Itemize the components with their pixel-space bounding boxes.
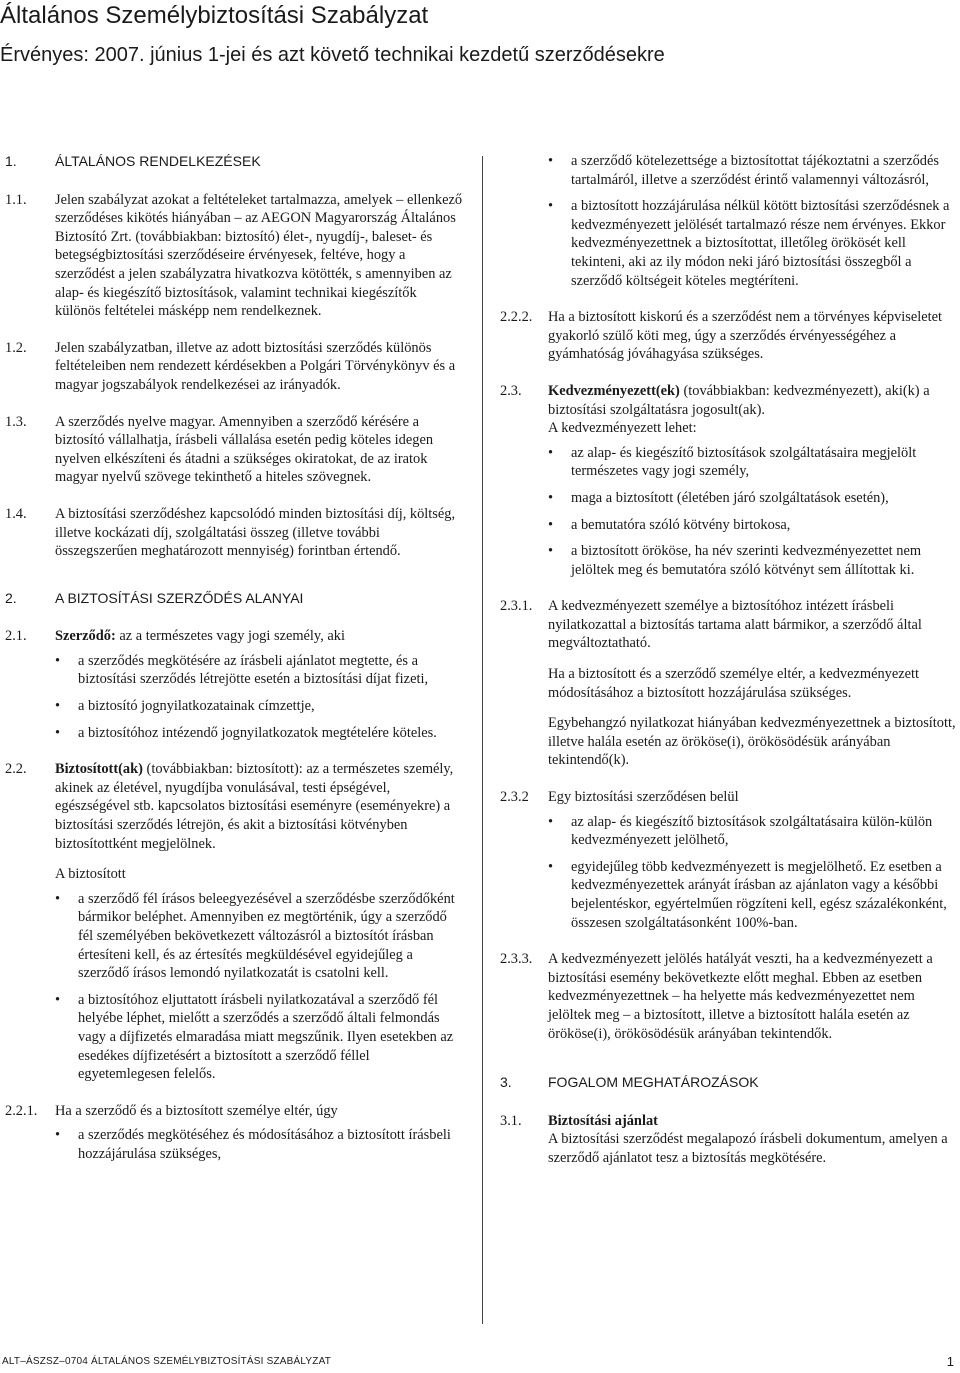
bullet-list — [548, 813, 958, 933]
paragraph-text: Ha a biztosított kiskorú és a szerződést nem a törvényes képviseletet gyakorló szülő köti meg, úgy a szerződés érvényességéhez a gyámhatóság jóváhagyása szükséges. — [548, 309, 943, 363]
section-heading-text: FOGALOM MEGHATÁROZÁSOK — [548, 1074, 759, 1091]
paragraph-number: 1.1. — [5, 191, 27, 208]
paragraph-number: 2.2.2. — [500, 309, 533, 326]
defined-term: Biztosítási ajánlat — [548, 1112, 658, 1129]
paragraph-2-1 — [5, 627, 465, 742]
paragraph-number: 3.1. — [500, 1112, 522, 1129]
section-heading-1 — [5, 152, 465, 171]
section-number: 2. — [5, 589, 17, 606]
paragraph-2-3-2 — [500, 788, 958, 932]
column-divider — [482, 156, 483, 1324]
bullet-list — [548, 444, 958, 580]
paragraph-text: Jelen szabályzatban, illetve az adott biztosítási szerződés különös feltételeiben nem rendezett kérdésekben a Polgári Törvénykönyv és a magyar jogszabályok rendelkezései az irányadók. — [55, 339, 456, 393]
paragraph-text: (továbbiakban: kedvezményezett), aki(k) a biztosítási szolgáltatásra jogosult(ak). — [548, 382, 930, 418]
paragraph-1-2 — [5, 339, 465, 395]
paragraph-text: (továbbiakban: biztosított): az a természetes személy, akinek az életével, nyugdíjba vonulásával, testi épségével, egészségével stb. kapcsolatos biztosítási eseményre (eseményekre) a biztosítási szerződés létrejön, és akit a biztosítási kötvényben biztosítottként megjelölnek. — [55, 761, 454, 852]
section-heading-2 — [5, 589, 465, 608]
bullet-item: • maga a biztosított (életében járó szolgáltatások esetén), — [548, 489, 958, 508]
paragraph-text: A kedvezményezett személye a biztosítóhoz intézett írásbeli nyilatkozattal a biztosítás tartama alatt bármikor, a szerződő által megváltoztatható. — [548, 598, 922, 652]
paragraph-number: 1.3. — [5, 413, 27, 430]
bullet-item: • egyidejűleg több kedvezményezett is megjelölhető. Ez esetben a kedvezményezettek arányát írásban az ajánlaton vagy a későbbi bejelentéskor, egyértelműen rögzíteni kell, egész százalékonként, összesen szolgáltatásonként 100%-ban. — [548, 858, 958, 932]
section-number: 1. — [5, 153, 17, 169]
bullet-list — [55, 890, 465, 1084]
paragraph-2-3 — [500, 382, 958, 579]
paragraph-number: 2.3.1. — [500, 598, 533, 615]
paragraph-text: Jelen szabályzat azokat a feltételeket tartalmazza, amelyek – ellenkező szerződéses kikötés hiányában – az AEGON Magyarország Általános Biztosító Zrt. (továbbiakban: biztosító) élet-, nyugdíj-, baleset- és betegségbiztosítási szerződéseire érvényesek, feltéve, hogy a szerződést a jelen szabályzatra hivatkozva kötötték, s amennyiben az alap- és kiegészítő biztosítások, valamint technikai kiegészítők különös feltételei másképp nem rendelkeznek. — [55, 191, 463, 320]
paragraph-text: A kedvezményezett jelölés hatályát veszti, ha a kedvezményezett a biztosítási esemény bekövetkezte előtt meghal. Ebben az esetben kedvezményezettnek – ha helyette más kedvezményezettet nem jelöltek meg – a biztosított, illetve a biztosított halála esetén az örököse(i), örökösödésük arányában tekintendők. — [548, 951, 933, 1042]
paragraph-2-3-3 — [500, 950, 958, 1043]
paragraph-2-3-1 — [500, 597, 958, 770]
bullet-list — [55, 1126, 465, 1163]
paragraph-number: 2.2. — [5, 761, 27, 778]
bullet-item: • az alap- és kiegészítő biztosítások szolgáltatásaira külön-külön kedvezményezett jelölhető, — [548, 813, 958, 850]
footer-document-code: ALT–ÁSZSZ–0704 ÁLTALÁNOS SZEMÉLYBIZTOSÍTÁSI SZABÁLYZAT — [2, 1356, 332, 1367]
bullet-item: • az alap- és kiegészítő biztosítások szolgáltatásaira megjelölt természetes vagy jogi személy, — [548, 444, 958, 481]
paragraph-text: Egybehangzó nyilatkozat hiányában kedvezményezettnek a biztosított, illetve halála esetén az örököse(i), örökösödésük arányában tekintendő(k). — [548, 715, 956, 769]
defined-term: Biztosított(ak) — [55, 761, 143, 778]
paragraph-2-2 — [5, 760, 465, 1084]
bullet-item: • a szerződés megkötéséhez és módosításához a biztosított írásbeli hozzájárulása szükséges, — [55, 1126, 465, 1163]
paragraph-number: 2.3. — [500, 382, 522, 399]
page-number: 1 — [946, 1354, 954, 1369]
bullet-item: • a szerződő fél írásos beleegyezésével a szerződésbe szerződőként bármikor beléphet. Amennyiben ez megtörténik, úgy a szerződő fél személyében bekövetkezett változásról a biztosítót írásban értesíteni kell, és az értesítés megküldésével egyidejűleg a szerződő írásos lemondó nyilatkozatát is csatolni kell. — [55, 890, 465, 983]
defined-term: Szerződő: — [55, 628, 116, 645]
paragraph-number: 2.3.3. — [500, 951, 533, 968]
paragraph-2-2-1 — [5, 1102, 465, 1164]
bullet-item: • a biztosított hozzájárulása nélkül kötött biztosítási szerződésnek a kedvezményezett jelölését tartalmazó része nem érvényes. Ekkor kedvezményezettnek a biztosítottat, illetőleg örökösét kell tekinteni, aki az ily módon neki járó biztosítási összegből a szerződő költségeit köteles megtéríteni. — [548, 197, 958, 290]
paragraph-text: A biztosítási szerződéshez kapcsolódó minden biztosítási díj, költség, illetve kockázati díj, szolgáltatási összeg (illetve további összegszerűen meghatározott mennyiség) forintban értendő. — [55, 505, 456, 560]
paragraph-number: 1.4. — [5, 505, 27, 522]
bullet-item: • a bemutatóra szóló kötvény birtokosa, — [548, 516, 958, 535]
section-heading-3 — [500, 1073, 958, 1092]
paragraph-number: 2.1. — [5, 628, 27, 645]
document-title: Általános Személybiztosítási Szabályzat — [0, 2, 429, 29]
section-heading-text: ÁLTALÁNOS RENDELKEZÉSEK — [55, 153, 261, 169]
bullet-item: • a biztosítóhoz intézendő jognyilatkozatok megtételére köteles. — [55, 724, 465, 743]
paragraph-1-1 — [5, 191, 465, 321]
paragraph-subheading: A kedvezményezett lehet: — [548, 420, 697, 437]
paragraph-1-3 — [5, 413, 465, 487]
paragraph-subheading: A biztosított — [55, 866, 126, 883]
bullet-item: • a szerződő kötelezettsége a biztosítottat tájékoztatni a szerződés tartalmáról, illetve a szerződést érintő valamennyi változásról, — [548, 152, 958, 189]
right-column — [500, 152, 958, 1186]
paragraph-2-2-2 — [500, 308, 958, 364]
bullet-item: • a biztosított örököse, ha név szerinti kedvezményezettet nem jelöltek meg és bemutatóra szóló kötvényt sem állítottak ki. — [548, 542, 958, 579]
bullet-list — [55, 652, 465, 742]
paragraph-text: az a természetes vagy jogi személy, aki — [115, 628, 345, 645]
paragraph-1-4 — [5, 505, 465, 561]
paragraph-text: Egy biztosítási szerződésen belül — [548, 789, 739, 806]
left-column — [5, 152, 465, 1182]
paragraph-number: 2.2.1. — [5, 1102, 38, 1119]
bullet-item: • a biztosító jognyilatkozatainak címzettje, — [55, 697, 465, 716]
paragraph-3-1 — [500, 1112, 958, 1168]
paragraph-number: 1.2. — [5, 339, 27, 356]
section-number: 3. — [500, 1074, 512, 1091]
document-subtitle: Érvényes: 2007. június 1-jei és azt követő technikai kezdetű szerződésekre — [0, 44, 665, 66]
bullet-item: • a szerződés megkötésére az írásbeli ajánlatot megtette, és a biztosítási szerződés létrejötte esetén a biztosítási díjat fizeti, — [55, 652, 465, 689]
paragraph-text: A biztosítási szerződést megalapozó írásbeli dokumentum, amelyen a szerződő ajánlatot tesz a biztosítás megkötésére. — [548, 1131, 948, 1166]
defined-term: Kedvezményezett(ek) — [548, 382, 680, 399]
continued-bullets — [548, 152, 958, 290]
bullet-item: • a biztosítóhoz eljuttatott írásbeli nyilatkozatával a szerződő fél helyébe léphet, mielőtt a szerződés a szerződő általi felmondás vagy a díjfizetés elmaradása miatt megszűnik. Ilyen esetekben az esedékes díjfizetésért a biztosított a szerződő féllel egyetemlegesen felelős. — [55, 991, 465, 1084]
bullet-list — [548, 152, 958, 290]
paragraph-number: 2.3.2 — [500, 789, 529, 806]
paragraph-text: A szerződés nyelve magyar. Amennyiben a szerződő kérésére a biztosító vállalhatja, írásbeli vállalása esetén pedig köteles idegen nyelven elkészíteni és átadni a szükséges okiratokat, de az iratok magyar nyelvű szövege tekinthető a hiteles szövegnek. — [55, 413, 434, 486]
section-heading-text: A BIZTOSÍTÁSI SZERZŐDÉS ALANYAI — [55, 589, 304, 606]
paragraph-text: Ha a szerződő és a biztosított személye eltér, úgy — [55, 1102, 338, 1119]
paragraph-text: Ha a biztosított és a szerződő személye eltér, a kedvezményezett módosításához a biztosított hozzájárulása szükséges. — [548, 666, 920, 701]
